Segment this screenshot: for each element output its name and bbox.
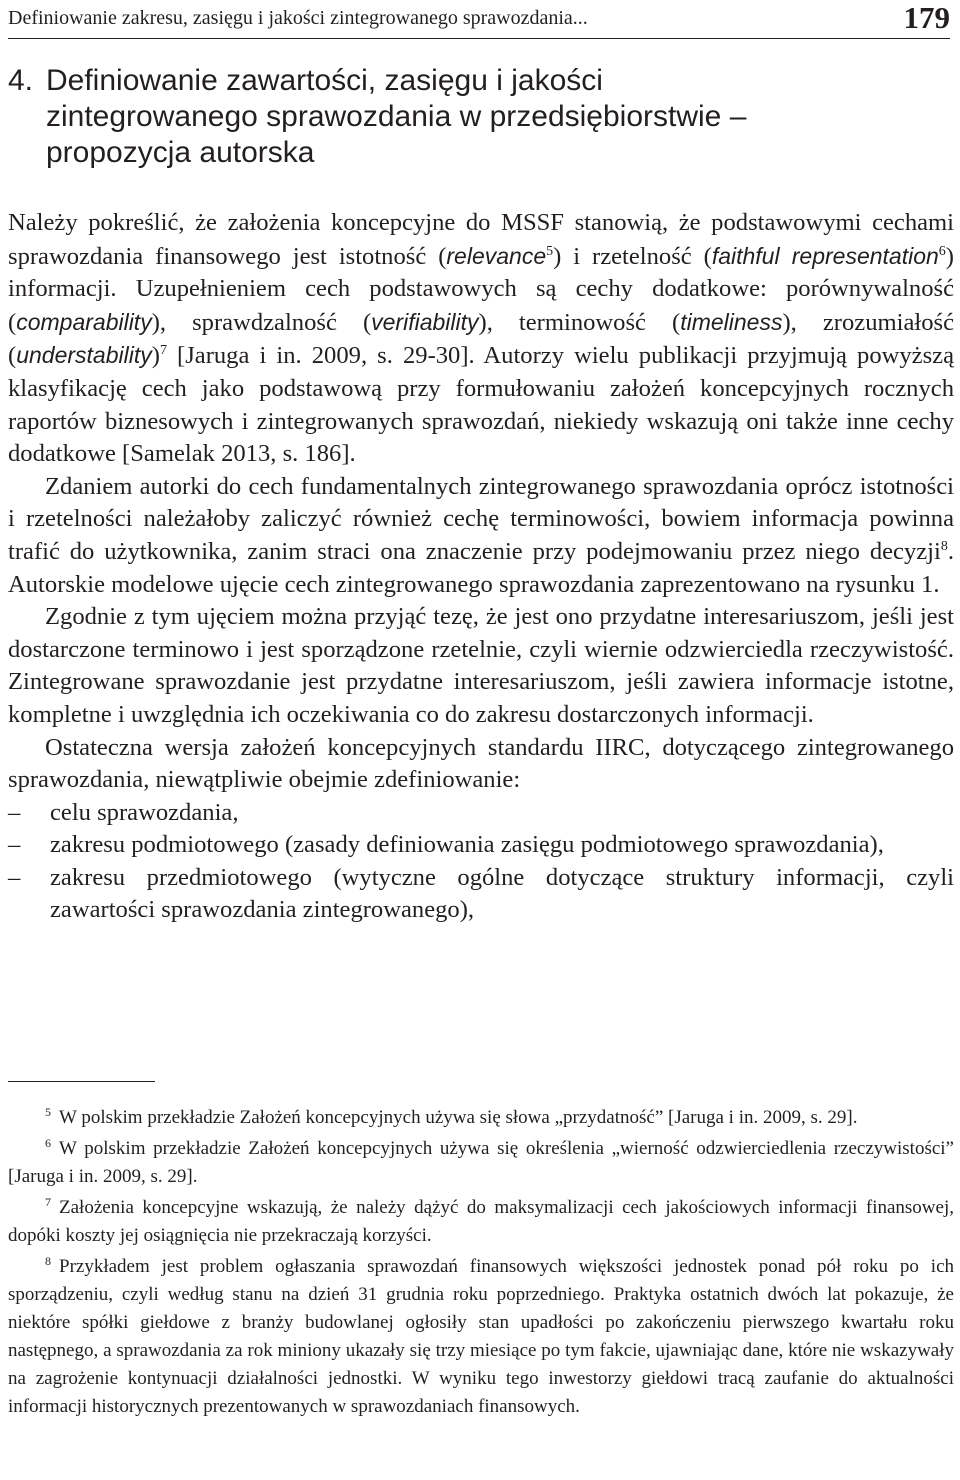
footnotes [8,1104,954,1424]
footnote-ref-7: 7 [159,343,167,359]
term-faithful-representation: faithful representation [711,242,939,269]
section-number: 4. [8,64,34,97]
footnote-ref-5: 5 [546,243,554,259]
list-item: – zakresu podmiotowego (zasady definiowania zasięgu podmiotowego sprawozdania), [8,829,954,862]
dash-marker: – [8,863,21,891]
footnote-6: $^6$ W polskim przekładzie Założeń koncepcyjnych używa się określenia „wierność odzwierciedlenia rzeczywistości” [Jaruga i in. 2009, s. 29]. [8,1136,954,1187]
footnote-7: $^7$ Założenia koncepcyjne wskazują, że należy dążyć do maksymalizacji cech jakościowych informacji finansowej, dopóki koszty jej osiągnięcia nie przekraczają korzyści. [8,1195,954,1246]
list-item: – celu sprawozdania, [8,797,954,830]
footnote-ref-6: 6 [938,243,946,259]
term-understandability: understability [16,342,152,369]
paragraph-2: Zdaniem autorki do cech fundamentalnych zintegrowanego sprawozdania oprócz istotności i rzetelności należałoby zaliczyć również cechę terminowości, bowiem informacja powinna trafić do użytkownika, zanim straci ona znaczenie przy podejmowaniu przez niego decyzji$^8$. Autorskie modelowe ujęcie cech zintegrowanego sprawozdania zaprezentowano na rysunku 1. [8,472,954,598]
paragraph-3: Zgodnie z tym ujęciem można przyjąć tezę, że jest ono przydatne interesariuszom, jeśli jest dostarczone terminowo i jest sporządzone rzetelnie, czyli wiernie odzwierciedla rzeczywistość. Zintegrowane sprawozdanie jest przydatne interesariuszom, jeśli zawiera informacje istotne, kompletne i uwzględnia ich oczekiwania co do zakresu dostarczonych informacji. [8,603,954,728]
running-header [8,0,950,39]
definition-list [8,797,954,927]
term-verifiability: verifiability [371,308,479,335]
heading-line-1: 4. Definiowanie zawartości, zasięgu i jakości [8,64,603,97]
dash-marker: – [8,831,21,859]
term-relevance: relevance [446,242,547,269]
term-timeliness: timeliness [680,308,783,335]
footnote-separator [8,1081,155,1082]
heading-line-3: propozycja autorska [46,136,315,169]
paragraph-4: Ostateczna wersja założeń koncepcyjnych standardu IIRC, dotyczącego zintegrowanego sprawozdania, niewątpliwie obejmie zdefiniowanie: [8,733,954,794]
dash-marker: – [8,798,21,826]
running-title: Definiowanie zakresu, zasięgu i jakości zintegrowanego sprawozdania... [8,7,588,29]
term-comparability: comparability [16,308,152,335]
footnote-5: $^5$ W polskim przekładzie Założeń koncepcyjnych używa się słowa „przydatność” [Jaruga i in. 2009, s. 29]. [45,1105,858,1128]
page-number: 179 [903,0,950,35]
body-text [8,207,954,927]
heading-line-2: zintegrowanego sprawozdania w przedsiębiorstwie – [46,100,747,133]
paragraph-1: Należy pokreślić, że założenia koncepcyjne do MSSF stanowią, że podstawowymi cechami sprawozdania finansowego jest istotność (relevance$^5$) i rzetelność (faithful representation$^6$) informacji. Uzupełnieniem cech podstawowych są cechy dodatkowe: porównywalność (comparability), sprawdzalność (verifiability), terminowość (timeliness), zrozumiałość (understability)$^7$ [Jaruga i in. 2009, s. 29-30]. Autorzy wielu publikacji przyjmują powyższą klasyfikację cech jako podstawową przy formułowaniu założeń koncepcyjnych rocznych raportów biznesowych i zintegrowanych sprawozdań, niekiedy wskazują oni także inne cechy dodatkowe [Samelak 2013, s. 186]. [8,209,954,468]
footnote-8: $^8$ Przykładem jest problem ogłaszania sprawozdań finansowych większości jednostek ponad pół roku po ich sporządzeniu, czyli według stanu na dzień 31 grudnia roku poprzedniego. Praktyka ostatnich dwóch lat pokazuje, że niektóre spółki giełdowe z branży budowlanej ogłosiły stan upadłości po zakończeniu pierwszego kwartału roku następnego, a sprawozdania za rok miniony ukazały się trzy miesiące po tym fakcie, ujawniając dane, które nie wskazywały na zagrożenie kontynuacji działalności jednostki. W wyniku tego inwestorzy giełdowi tracą zaufanie do aktualności informacji historycznych prezentowanych w sprawozdaniach finansowych. [8,1254,954,1417]
section-heading [8,63,938,171]
footnote-ref-8: 8 [940,538,948,554]
list-item: – zakresu przedmiotowego (wytyczne ogólne dotyczące struktury informacji, czyli zawartości sprawozdania zintegrowanego), [8,863,954,924]
